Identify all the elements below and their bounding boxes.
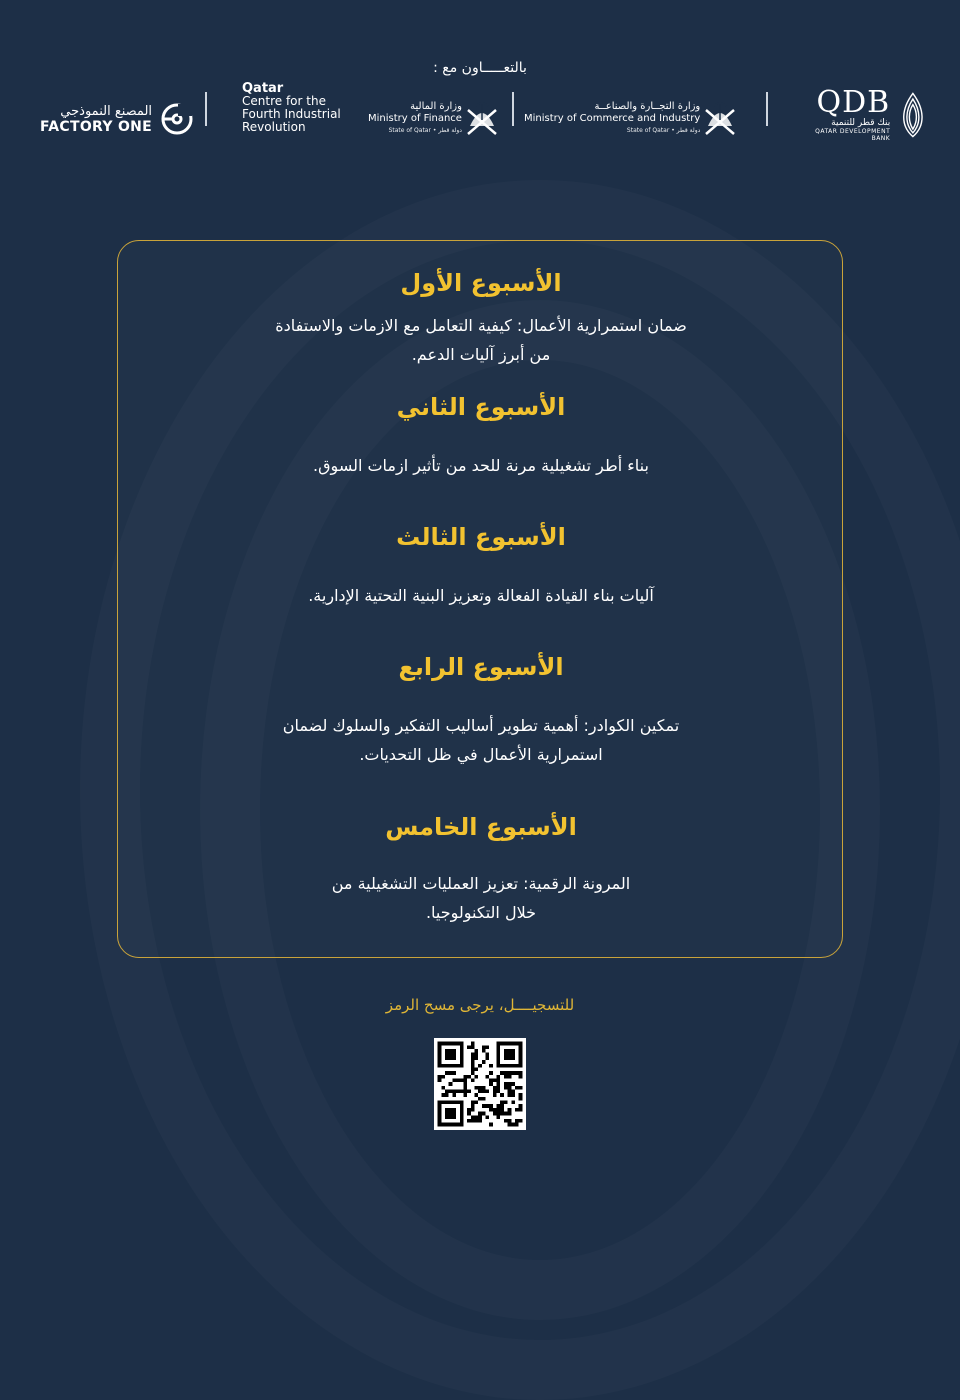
week-title: الأسبوع الثالث [396,523,566,551]
week-description: بناء أطر تشغيلية مرنة للحد من تأثير ازمات السوق. [313,456,649,475]
partner-logos [30,80,930,150]
ministry-commerce-state: State of Qatar • دولة قطر [626,127,701,134]
qdb-english: QATAR DEVELOPMENT BANK [815,128,891,142]
ministry-commerce-logo [524,84,740,154]
week-title: الأسبوع الثاني [396,393,566,421]
week-description: تمكين الكوادر: أهمية تطوير أساليب التفكير والسلوك لضمان استمرارية الأعمال في ظل التحديات. [282,716,680,764]
c4ir-logo [242,82,341,152]
ministry-commerce-english: Ministry of Commerce and Industry [524,113,701,124]
factory-one-logo [40,84,194,154]
week-section [118,653,844,769]
week-title: الأسبوع الرابع [398,653,564,681]
qdb-abbr: QDB [816,85,891,120]
logo-divider [205,92,207,126]
ministry-finance-state: State of Qatar • دولة قطر [388,127,462,134]
week-section [118,813,844,927]
qdb-flame-icon [896,90,930,140]
register-instruction: للتسجيــــل، يرجى مسح الرمز [385,996,575,1014]
week-title: الأسبوع الأول [400,269,562,297]
factory-one-english: FACTORY ONE [40,118,153,135]
week-section [118,393,844,480]
ministry-finance-arabic: وزارة المالية [410,101,462,112]
qdb-logo [800,80,930,150]
week-title: الأسبوع الخامس [385,813,577,841]
week-description: المرونة الرقمية: تعزيز العمليات التشغيلية من خلال التكنولوجيا. [331,874,631,922]
ministry-finance-english: Ministry of Finance [368,113,462,124]
partners-caption: بالتعـــــاون مع : [433,60,527,76]
week-description: ضمان استمرارية الأعمال: كيفية التعامل مع الازمات والاستفادة من أبرز آليات الدعم. [275,316,687,364]
qatar-emblem-icon [700,96,740,142]
c4ir-line3: Fourth Industrial [242,107,341,121]
week-description: آليات بناء القيادة الفعالة وتعزيز البنية التحتية الإدارية. [308,586,654,605]
qatar-emblem-icon [462,96,502,142]
agenda-card [117,240,843,958]
ministry-commerce-arabic: وزارة التجــارة والصناعــة [594,101,701,112]
c4ir-line2: Centre for the [242,94,326,108]
logo-divider [512,92,514,126]
ministry-finance-logo [368,84,502,154]
c4ir-line1: Qatar [242,81,284,96]
registration-qr-code[interactable] [434,1038,526,1130]
c4ir-line4: Revolution [242,120,306,134]
factory-one-arabic: المصنع النموذجي [60,103,153,119]
qdb-arabic: بنك قطر للتنمية [831,118,891,128]
logo-divider [766,92,768,126]
week-section [118,269,844,369]
week-section [118,523,844,610]
factory-one-icon [160,102,194,136]
